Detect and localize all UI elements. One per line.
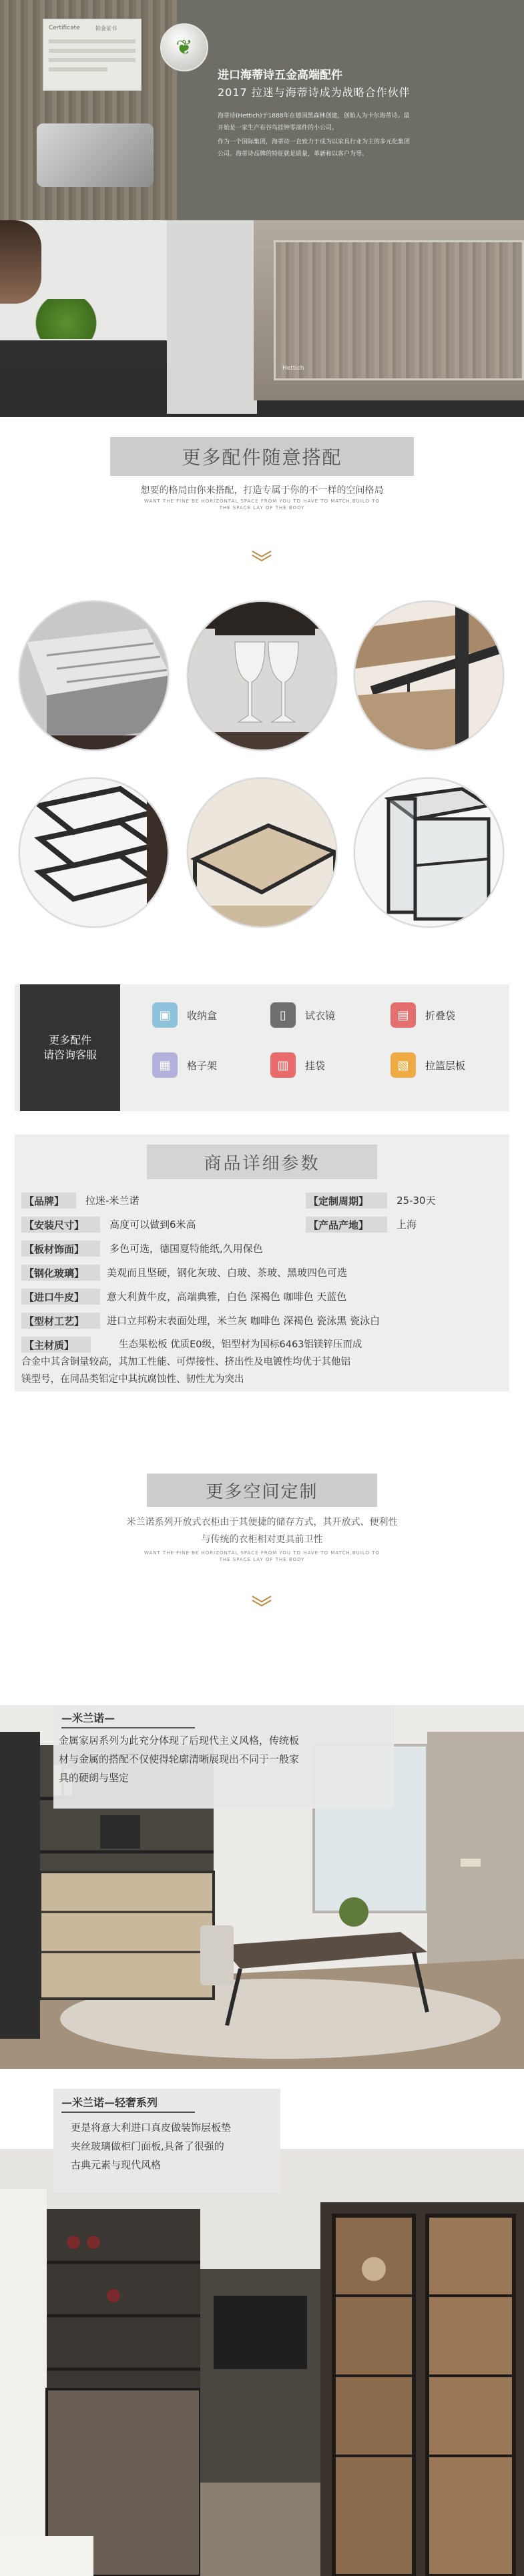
spec-value-brand: 拉迷-米兰诺 [85,1195,140,1207]
room1-text-line: 金属家居系列为此充分体现了后现代主义风格，传统板 [59,1734,300,1746]
person-image [0,220,41,304]
spec-value-material-line: 合金中其含铜量较高，其加工性能、可焊接性、挤出性及电镀性均优于其他铝 [21,1357,350,1367]
accessory-hanging-rail [354,601,504,751]
room1-divider [61,1727,195,1728]
space-english-line: WANT THE FINE BE HORIZONTAL SPACE FROM YOU TO HAVE TO MATCH,BUILD TO [144,1550,380,1556]
accessory-item-hanging-bag[interactable] [270,1052,325,1078]
accessory-item-label: 格子架 [187,1059,218,1072]
room-photo-cabinet [0,2149,524,2576]
space-english-line: THE SPACE LAY OF THE BODY [219,1557,305,1562]
hero-title: 进口海蒂诗五金高端配件 [218,69,342,82]
accessory-item-storage-box[interactable] [152,1002,217,1028]
accessories-english-line: WANT THE FINE BE HORIZONTAL SPACE FROM YOU TO HAVE TO MATCH,BUILD TO [144,499,380,504]
spec-value-cycle: 25-30天 [397,1195,436,1207]
accessory-item-label: 折叠袋 [425,1009,456,1022]
folding-bag-icon: ▤ [390,1002,416,1028]
spec-label-origin: 【产品产地】 [306,1217,387,1233]
leaf-logo-icon: ❦ [160,23,208,71]
room2-text-line: 古典元素与现代风格 [71,2159,162,2171]
accessory-item-label: 挂袋 [305,1059,326,1072]
room1-text-line: 材与金属的搭配不仅使得轮廓清晰展现出不同于一般家 [59,1753,300,1765]
pull-basket-icon: ▧ [390,1052,416,1078]
hero-subtitle: 2017 拉迷与海蒂诗成为战略合作伙伴 [218,86,411,99]
hero-paragraph-line: 作为一个国际集团，海蒂诗一直致力于成为以家具行业为主的多元化集团 [218,139,411,145]
specs-title: 商品详细参数 [147,1145,377,1179]
accessory-item-folding-bag[interactable] [390,1002,455,1028]
spec-label-size: 【安装尺寸】 [21,1217,100,1233]
white-cabinet-image [167,220,257,414]
contact-line: 更多配件 [48,1034,91,1046]
space-title: 更多空间定制 [147,1474,377,1507]
spec-label-cycle: 【定制周期】 [306,1193,387,1209]
mirror-icon: ▯ [270,1002,296,1028]
room2-text-line: 更是将意大利进口真皮做装饰层板垫 [71,2122,232,2134]
storage-box-icon: ▣ [152,1002,178,1028]
contact-line: 请咨询客服 [43,1048,97,1061]
spec-label-leather: 【进口牛皮】 [21,1289,100,1305]
spec-value-profile: 进口立邦粉末表面处理，米兰灰 咖啡色 深褐色 瓷泳黑 瓷泳白 [107,1315,380,1327]
spec-label-finish: 【板材饰面】 [21,1241,100,1257]
plant-image [23,299,109,339]
spec-value-finish: 多色可选，德国夏特能纸,久用保色 [109,1243,263,1255]
certificate-label: Certificate [49,25,80,31]
spec-value-origin: 上海 [397,1219,417,1231]
accessory-drawer-frames [19,777,169,928]
accessories-title: 更多配件随意搭配 [110,437,414,476]
room1-text-line: 具的硬朗与坚定 [59,1772,129,1784]
spec-value-glass: 美观而且坚硬，钢化灰玻、白玻、茶玻、黑玻四色可选 [107,1267,348,1279]
hero-banner [0,0,524,417]
space-subtitle-line: 与传统的衣柜相对更具前卫性 [201,1534,323,1545]
hanging-bag-icon: ▥ [270,1052,296,1078]
accessories-subtitle: 想要的格局由你来搭配，打造专属于你的不一样的空间格局 [140,485,384,496]
accessory-tray-basket [19,601,169,751]
accessory-item-mirror[interactable] [270,1002,335,1028]
spec-value-material-line: 生态果松板 优质E0级，铝型材为国标6463铝镁锌压而成 [119,1339,362,1350]
certificate-sub-label: 铂金证书 [95,25,117,31]
grid-rack-icon: ▦ [152,1052,178,1078]
accessory-item-pull-basket[interactable] [390,1052,465,1078]
drawer-wood-image [274,240,524,380]
room2-divider [61,2112,195,2113]
spec-label-material: 【主材质】 [21,1337,91,1353]
chevron-down-icon [248,1594,275,1607]
room2-heading: —米兰诺—轻奢系列 [61,2096,158,2109]
accessory-item-label: 收纳盒 [187,1009,218,1022]
accessory-wood-shelf [187,777,337,928]
spec-label-brand: 【品牌】 [21,1193,76,1209]
hero-paragraph-line: 开始是一家生产布谷鸟挂钟零部件的小公司。 [218,125,338,131]
spec-value-material-line: 镁型号，在同品类铝定中其抗腐蚀性、韧性尤为突出 [21,1374,244,1385]
accessory-item-grid-rack[interactable] [152,1052,217,1078]
certificate-image [43,19,142,91]
drawer-brand-mark: Hettich [282,365,304,372]
hero-paragraph-line: 海蒂诗(Hettich)于1888年在德国黑森林创建，创始人为卡尔海蒂诗。最 [218,113,410,119]
space-subtitle-line: 米兰诺系列开放式衣柜由于其便捷的储存方式，其开放式、便利性 [126,1517,398,1528]
spec-label-profile: 【型材工艺】 [21,1313,100,1329]
accessory-glass-cabinet [354,777,504,928]
contact-service-box[interactable] [20,984,120,1111]
hero-paragraph-line: 公司。海蒂诗品牌的特征就是质量，革新和以客户为导。 [218,151,368,157]
accessory-item-label: 拉篮层板 [425,1059,466,1072]
room2-text-line: 夹丝玻璃做柜门面板,具备了很强的 [71,2140,224,2152]
accessory-wine-glass-rack [187,601,337,751]
accessories-english-line: THE SPACE LAY OF THE BODY [219,505,305,511]
room1-heading: —米兰诺— [61,1712,115,1724]
spec-value-leather: 意大利黄牛皮，高端典雅，白色 深褐色 咖啡色 天蓝色 [107,1291,347,1303]
hinge-image [37,123,154,187]
accessory-item-label: 试衣镜 [305,1009,336,1022]
spec-value-size: 高度可以做到6米高 [109,1219,196,1231]
chevron-down-icon [248,549,275,562]
spec-label-glass: 【钢化玻璃】 [21,1265,100,1281]
